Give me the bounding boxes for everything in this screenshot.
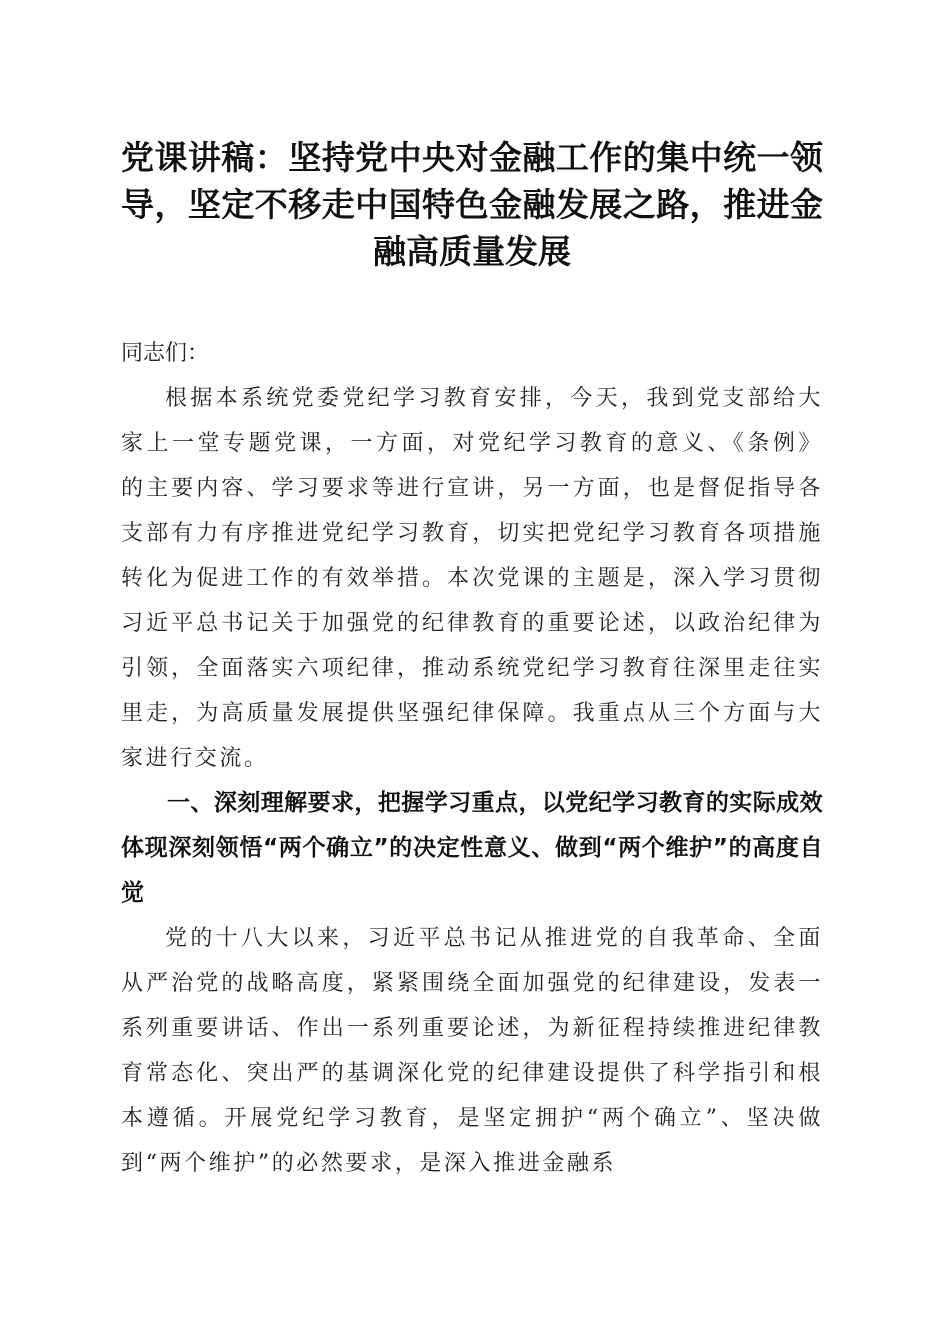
salutation: 同志们： bbox=[121, 341, 210, 366]
section-heading-1: 一、深刻理解要求，把握学习重点，以党纪学习教育的实际成效体现深刻领悟“两个确立”的决定性意义、做到“两个维护”的高度自觉 bbox=[121, 790, 823, 906]
section-1-paragraph: 党的十八大以来，习近平总书记从推进党的自我革命、全面从严治党的战略高度，紧紧围绕全面加强党的纪律建设，发表一系列重要讲话、作出一系列重要论述，为新征程持续推进纪律教育常态化、突出严的基调深化党的纪律建设提供了科学指引和根本遵循。开展党纪学习教育，是坚定拥护“两个确立”、坚决做到“两个维护”的必然要求，是深入推进金融系 bbox=[121, 926, 823, 1176]
intro-paragraph: 根据本系统党委党纪学习教育安排，今天，我到党支部给大家上一堂专题党课，一方面，对党纪学习教育的意义、《条例》的主要内容、学习要求等进行宣讲，另一方面，也是督促指导各支部有力有序推进党纪学习教育，切实把党纪学习教育各项措施转化为促进工作的有效举措。本次党课的主题是，深入学习贯彻习近平总书记关于加强党的纪律教育的重要论述，以政治纪律为引领，全面落实六项纪律，推动系统党纪学习教育往深里走往实里走，为高质量发展提供坚强纪律保障。我重点从三个方面与大家进行交流。 bbox=[121, 386, 823, 771]
document-title: 党课讲稿：坚持党中央对金融工作的集中统一领导，坚定不移走中国特色金融发展之路，推进金融高质量发展 bbox=[121, 138, 823, 271]
